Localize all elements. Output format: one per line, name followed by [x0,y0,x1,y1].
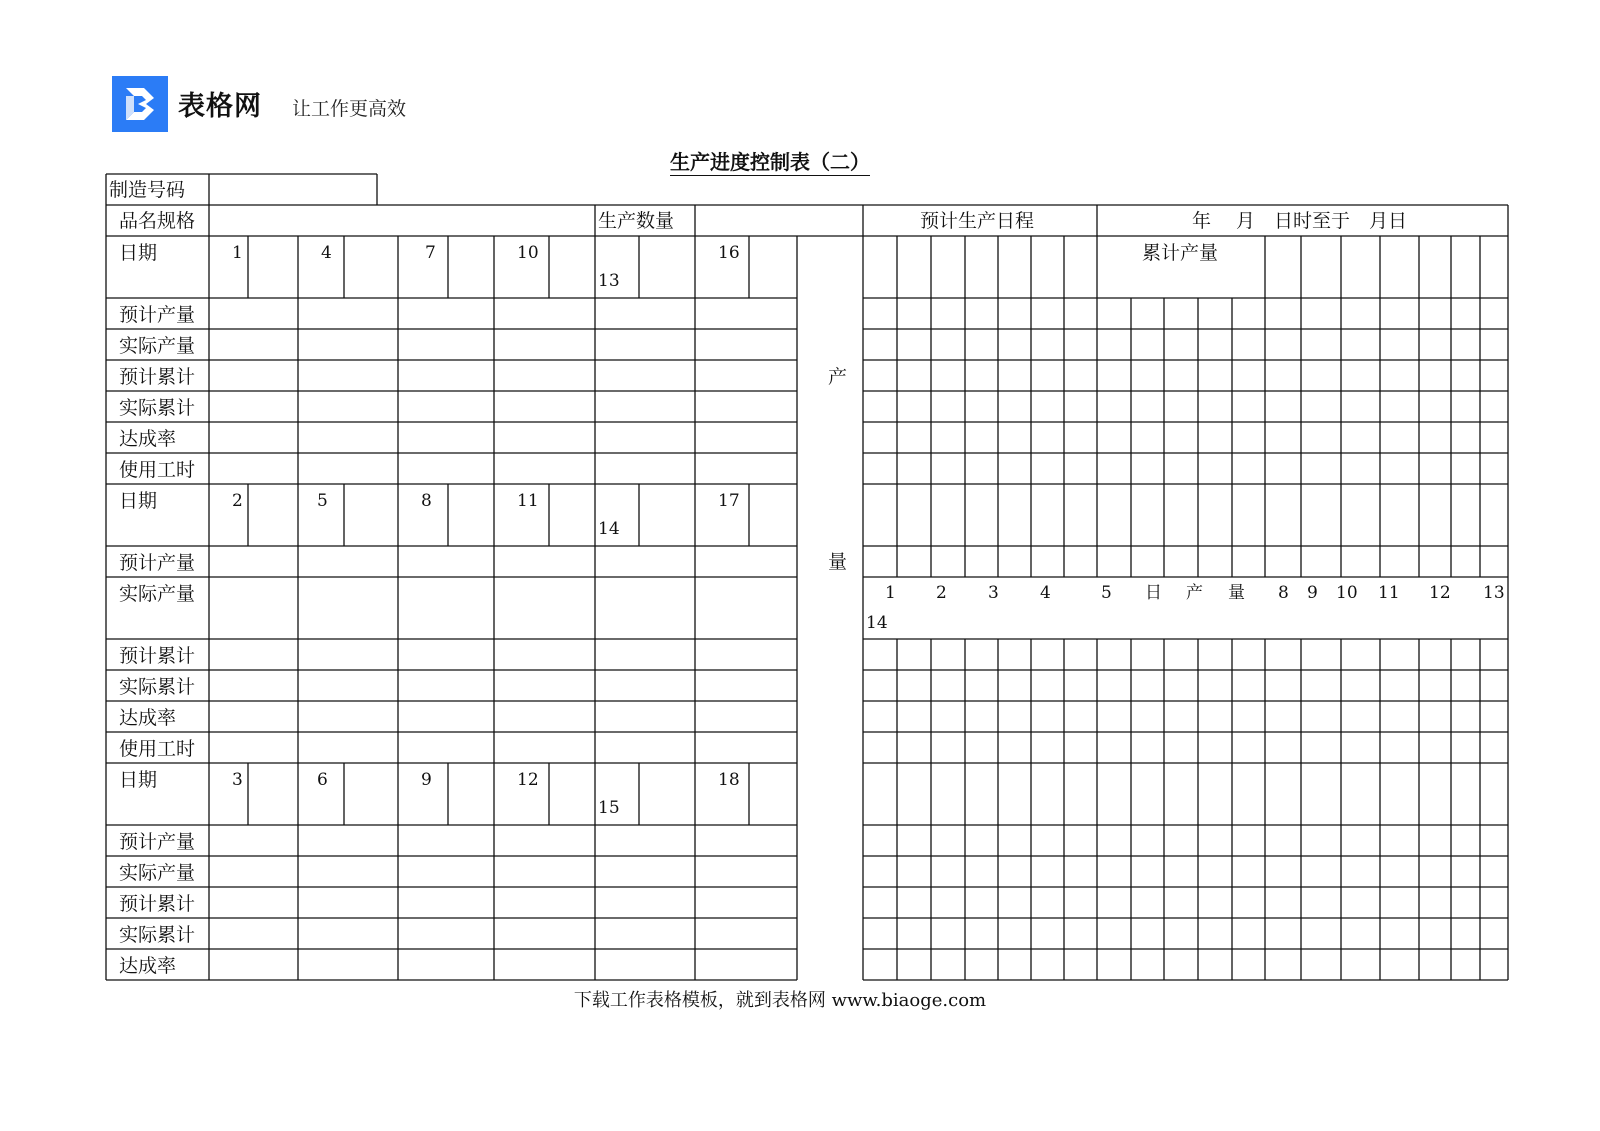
axis-label: 10 [1336,583,1358,603]
row-label: 达成率 [119,428,177,450]
day-number: 12 [517,770,539,790]
day-number: 6 [317,770,328,790]
day-number: 5 [317,491,328,511]
footer-text: 下载工作表格模板，就到表格网 www.biaoge.com [573,990,987,1011]
day-number: 13 [598,271,620,291]
row-label: 实际累计 [119,924,196,946]
row-label: 日期 [119,242,158,264]
day-number: 11 [517,491,539,511]
axis-label: 11 [1378,583,1400,603]
day-number: 17 [718,491,740,511]
row-label: 预计累计 [119,645,196,667]
quantity-label: 生产数量 [598,210,675,232]
schedule-label: 预计生产日程 [920,210,1035,232]
day-number: 9 [421,770,432,790]
axis-label: 5 [1101,583,1112,603]
date-range-text: 年 月 日时至于 月日 [1192,210,1408,232]
axis-label: 量 [1228,583,1245,603]
axis-label: 9 [1307,583,1318,603]
axis-label: 13 [1483,583,1505,603]
row-label: 预计产量 [119,552,196,574]
mfg-no-label: 制造号码 [109,179,186,201]
cumulative-label: 累计产量 [1142,242,1219,264]
day-number: 15 [598,798,620,818]
axis-label: 8 [1278,583,1289,603]
day-number: 18 [718,770,740,790]
axis-label: 4 [1040,583,1051,603]
axis-label: 12 [1429,583,1451,603]
product-spec-label: 品名规格 [119,210,196,232]
row-label: 日期 [119,490,158,512]
day-number: 4 [321,243,332,263]
page-title-text: 生产进度控制表（二） [670,150,870,174]
row-label: 达成率 [119,955,177,977]
axis-label: 2 [936,583,947,603]
brand-name: 表格网 [178,91,262,122]
day-number: 1 [232,243,243,263]
brand-slogan: 让工作更高效 [292,98,407,120]
day-number: 2 [232,491,243,511]
row-label: 预计累计 [119,893,196,915]
row-label: 使用工时 [119,738,196,760]
row-label: 达成率 [119,707,177,729]
axis-label: 日 [1145,583,1162,603]
row-label: 实际产量 [119,583,196,605]
row-label: 日期 [119,769,158,791]
day-number: 10 [517,243,539,263]
axis-label: 产 [1186,583,1203,603]
row-label: 预计累计 [119,366,196,388]
row-label: 实际产量 [119,862,196,884]
vertical-label-1: 产 [828,366,848,388]
axis-label: 1 [885,583,896,603]
row-label: 使用工时 [119,459,196,481]
vertical-label-2: 量 [828,551,848,573]
day-number: 3 [232,770,243,790]
row-label: 预计产量 [119,304,196,326]
day-number: 14 [598,519,620,539]
day-number: 7 [425,243,436,263]
row-label: 实际累计 [119,676,196,698]
day-number: 8 [421,491,432,511]
day-number: 16 [718,243,740,263]
axis-label: 3 [988,583,999,603]
row-label: 实际累计 [119,397,196,419]
row-label: 预计产量 [119,831,196,853]
row-label: 实际产量 [119,335,196,357]
axis-label-extra: 14 [866,613,888,633]
